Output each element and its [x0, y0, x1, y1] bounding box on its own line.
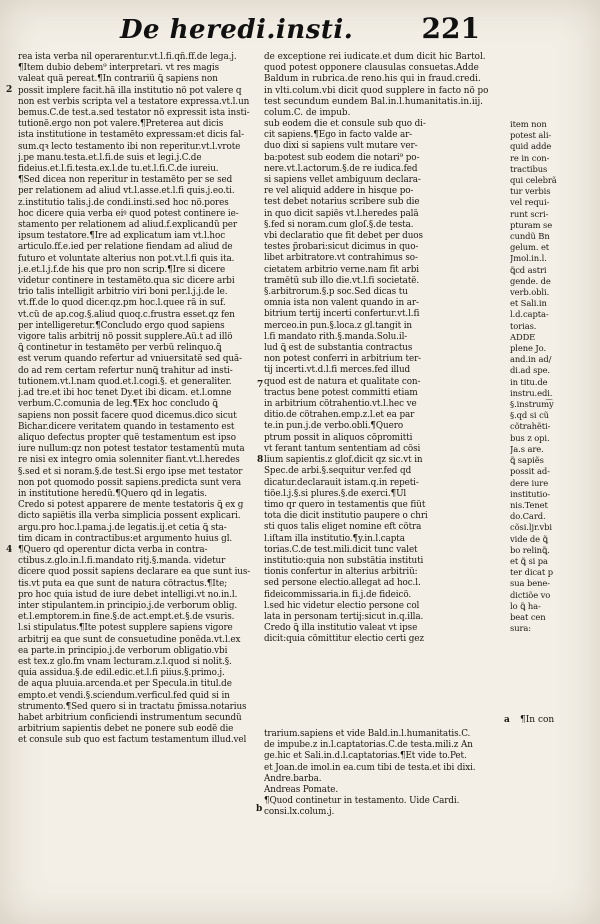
- page-header: [120, 12, 480, 52]
- text-line: re nisi ex integro omia solenniter fiant.vt.l.heredes: [18, 455, 240, 466]
- text-line: cit sapiens.¶Ego in facto valde ar-: [264, 130, 413, 141]
- gloss-line: cõsi.ljr.vbi: [510, 522, 552, 533]
- margin-number-7: 7: [257, 380, 264, 390]
- text-line: Bichar.dicere veritatem quando in testamento est: [18, 421, 235, 432]
- text-line: in quo dicit sapiẽs vt.l.heredes palã: [264, 208, 419, 219]
- text-line: sti quos talis eliget nomine eft cõtra: [264, 522, 422, 533]
- text-line: argu.pro hoc.l.pama.j.de legatis.ij.et cetia ꝗ̃ sta-: [18, 522, 227, 533]
- text-line: lium sapientis.z glof.dicit q͡z sic.vt in: [264, 455, 423, 466]
- text-line: per relationem ad aliud vt.l.asse.et.l.fi quis.j.eo.ti.: [18, 186, 235, 197]
- gloss-line: et Sali.in: [510, 298, 547, 309]
- text-line: l.iſtam illa institutio.¶y.in.l.capta: [264, 533, 405, 544]
- text-line: sed persone electio.allegat ad hoc.l.: [264, 578, 421, 589]
- gloss-line: runt scri-: [510, 208, 549, 219]
- gloss-line: cundũ Bn: [510, 231, 550, 242]
- text-line: de impube.z in.l.captatorias.C.de testa.mili.z An: [264, 740, 473, 751]
- text-line: non potest conferri in arbitrium ter-: [264, 354, 422, 365]
- text-line: bemus.C.de test.a.sed testator nõ expressit ista insti-: [18, 108, 250, 119]
- text-line: trarium.sapiens et vide Bald.in.l.humanitatis.C.: [264, 729, 471, 739]
- text-line: stamento per relationem ad aliud.f.explicandũ per: [18, 220, 237, 231]
- text-line: videtur continere in testamẽto.qua sic dicere arbi: [18, 276, 235, 287]
- text-line: habet arbitrium conficiendi instrumentum secundũ: [18, 712, 242, 723]
- text-line: omnia ista non valent quando in ar-: [264, 298, 419, 309]
- gloss-line: qui celebrã: [510, 175, 557, 186]
- text-line: Credo si potest apparere de mente testatoris ꝗ̃ ex g: [18, 500, 244, 511]
- gloss-line: dere iure: [510, 477, 549, 488]
- text-line: rea ista verba nil operarentur.vt.l.fi.qñ.ff.de lega.j.: [18, 52, 237, 62]
- gloss-line: item non: [510, 119, 547, 129]
- margin-number-2: 2: [6, 85, 13, 95]
- text-line: non pot quomodo possit sapiens.predicta sunt vera: [18, 477, 242, 488]
- gloss-line: ADDE: [510, 331, 536, 342]
- text-line: arbitrium sapientis debet ne ponere sub eodẽ die: [18, 724, 234, 735]
- text-line: l.si stipulatus.¶Ite potest supplere sapiens vigore: [18, 623, 233, 634]
- text-line: testes p̃robari:sicut dicimus in quo-: [264, 242, 419, 253]
- left-text-column: [18, 52, 256, 747]
- text-line: per intelligeretur.¶Concludo ergo quod sapiens: [18, 320, 225, 331]
- text-line: ¶Item dubio debem⁹ interpretari. vt res magis: [18, 63, 220, 74]
- text-line: libet arbitratore.vt contrahimus so-: [264, 253, 418, 264]
- text-line: duo dixi si sapiens vult mutare ver-: [264, 141, 418, 152]
- text-line: dicatur.declarauit istam.q.in repeti-: [264, 477, 419, 488]
- gloss-line: bus z opi.: [510, 432, 550, 443]
- text-line: colum.C. de impub.: [264, 108, 351, 119]
- text-line: tota die dicit institutio paupere o chri: [264, 511, 428, 522]
- text-line: j.ad tre.et ibi hoc tenet Dy.et ibi dicam. et.l.omne: [18, 388, 232, 399]
- text-line: Spec.de arbi.§.sequitur ver.fed qd: [264, 466, 412, 477]
- text-line: j.pe manu.testa.et.l.fi.de suis et legi.j.C.de: [18, 152, 202, 163]
- text-line: sapiens non possit facere quod dicemus.dico sicut: [18, 410, 237, 421]
- text-line: hoc dicere quia verba eiꝰ quod potest continere ie-: [18, 208, 239, 219]
- gloss-line: lo ꝗ̃ ha-: [510, 600, 541, 611]
- text-line: in vlti.colum.vbi dicit quod supplere in facto nõ po: [264, 85, 489, 96]
- text-line: quod est de natura et qualitate con-: [264, 376, 421, 387]
- text-line: sum.qꝛ lecto testamento ibi non reperitur.vt.l.vrote: [18, 141, 241, 152]
- gloss-line: gende. de: [510, 275, 551, 286]
- text-line: tractus bene potest committi etiam: [264, 387, 418, 398]
- text-line: bitrium tertij incerti confertur.vt.l.fi: [264, 309, 420, 320]
- text-line: Credo ꝗ̃ illa institutio valeat vt ipse: [264, 623, 418, 634]
- text-line: tramẽtũ sub illo die.vt.l.fi societatẽ.: [264, 275, 420, 286]
- gloss-column: [510, 119, 592, 634]
- text-line: vt ferant tantum sententiam ad cõsi: [264, 443, 421, 454]
- gloss-line: do.Card.: [510, 511, 546, 522]
- text-line: in institutione heredũ.¶Quero q͡d in legatis.: [18, 488, 207, 499]
- text-line: verbum.C.comunia de leg.¶Ex hoc concludo ꝗ̃: [18, 399, 218, 410]
- gloss-line: re in con-: [510, 152, 550, 163]
- text-line: possit implere facit.hã illa institutio nõ pot valere q: [18, 85, 242, 96]
- text-line: consi.lx.colum.j.: [264, 807, 335, 818]
- gloss-line: bo relinꝗ̃.: [510, 544, 550, 555]
- text-line: te.in pun.j.de verbo.obli.¶Quero: [264, 421, 404, 432]
- margin-letter-a: a: [504, 715, 510, 725]
- gloss-in-con: ¶In con: [520, 715, 555, 725]
- text-line: ditio.de cõtrahen.emp.z.l.et ea par: [264, 410, 415, 421]
- gloss-line: Jmol.in.l.: [510, 253, 547, 264]
- text-line: tis.vt puta ea que sunt de natura cõtractus.¶Ite;: [18, 578, 228, 589]
- gloss-line: torias.: [510, 320, 537, 331]
- text-line: torias.C.de test.mili.dicit tunc valet: [264, 544, 418, 555]
- page-number: 221: [421, 12, 480, 45]
- text-line: ꝗ̃ continetur in testamẽto per verbũ relinquo.ꝗ̃: [18, 343, 222, 354]
- text-line: fideicommissaria.in fi.j.de fideicõ.: [264, 589, 412, 600]
- text-line: trio talis intelligit arbitrio viri boni per.l.j.j.de le.: [18, 287, 228, 298]
- text-line: re vel aliquid addere in hisque po-: [264, 186, 414, 197]
- text-line: tiõe.l.j.§.si plures.§.de exerci.¶Ul: [264, 488, 407, 499]
- text-line: ctibus.z.glo.in.l.fi.mandato ritj.§.manda. videtur: [18, 556, 226, 567]
- gloss-line: in titu.de: [510, 376, 548, 387]
- text-line: lud ꝗ̃ est de substantia contractus: [264, 343, 413, 354]
- gloss-line: and.in ad/: [510, 354, 552, 365]
- text-line: est verum quando refertur ad vniuersitatẽ sed quã-: [18, 354, 242, 365]
- gloss-line: §.instrum͡y: [510, 399, 554, 410]
- margin-number-8: 8: [257, 455, 264, 465]
- text-line: vbi declaratio que fit debet per duos: [264, 231, 423, 242]
- text-line: Andreas Pomate.: [264, 785, 339, 796]
- gloss-line: §.qd si cũ: [510, 410, 549, 421]
- text-line: sub eodem die et consule sub quo di-: [264, 119, 426, 129]
- gloss-line: ꝗ̃ sapiẽs: [510, 455, 544, 466]
- gloss-line: l.d.capta-: [510, 309, 549, 320]
- text-line: strumento.¶Sed quero si in tractatu p̃missa.notarius: [18, 701, 247, 712]
- text-line: dicere quod possit sapiens declarare ea que sunt ius-: [18, 567, 251, 578]
- text-line: institutio:quia non substãtia instituti: [264, 555, 424, 566]
- text-line: vigore talis arbitrij nõ possit supplere.Aũ.t ad illõ: [18, 332, 233, 343]
- text-line: z.institutio talis.j.de condi.insti.sed hoc nõ.pores: [18, 197, 229, 208]
- text-line: arbitrij ea que sunt de consuetudine ponẽda.vt.l.ex: [18, 634, 241, 645]
- text-line: et consule sub quo est factum testamentum illud.vel: [18, 735, 247, 746]
- text-line: l.fi mandato rith.§.manda.Solu.il-: [264, 331, 408, 342]
- text-line: Baldum in rubrica.de reno.his qui in fraud.credi.: [264, 74, 481, 85]
- text-line: ge.hic et Sali.in.d.l.captatorias.¶Et vide to.Pet.: [264, 751, 467, 762]
- gloss-line: potest ali-: [510, 130, 552, 141]
- text-line: tionis confertur in alterius arbitriũ:: [264, 567, 418, 578]
- text-line: cietatem arbitrio verne.nam fit arbi: [264, 264, 419, 275]
- gloss-line: tractibus: [510, 163, 548, 174]
- text-line: futuro et voluntate alterius non pot.vt.l.fi quis ita.: [18, 253, 235, 264]
- text-line: iure nullum:q͡z non potest testator testamentũ muta: [18, 444, 245, 455]
- text-line: quod potest opponere clausulas consuetas.Adde: [264, 63, 479, 74]
- text-line: j.e.et.l.j.f.de his que pro non scrip.¶Ire si dicere: [18, 264, 226, 275]
- gloss-line: possit ad-: [510, 466, 550, 477]
- text-line: de exceptione rei iudicate.et dum dicit hic Bartol.: [264, 52, 486, 62]
- gloss-line: di.ad spe.: [510, 365, 550, 376]
- text-line: in arbitrium cõtrahentio.vt.l.hec ve: [264, 399, 417, 410]
- text-line: ¶Quero q͡d operentur dicta verba in contra-: [18, 544, 208, 555]
- gloss-line: ter dicat p: [510, 567, 553, 578]
- text-line: non est verbis scripta vel a testatore expressa.vt.l.un: [18, 96, 250, 107]
- text-line: pro hoc quia istud de iure debet intelligi.vt no.in.l.: [18, 589, 238, 600]
- text-line: ista institutione in testamẽto expressam:et dicis fal-: [18, 130, 244, 141]
- gloss-line: dictiõe vo: [510, 589, 551, 600]
- text-line: empto.et vendi.§.sciendum.verficul.fed quid si in: [18, 690, 230, 701]
- text-line: tutionẽ.ergo non pot valere.¶Preterea aut dicis: [18, 119, 224, 130]
- bottom-middle-text: [264, 729, 594, 819]
- gloss-line: beat cen: [510, 611, 546, 622]
- text-line: articulo.ff.e.ied per relatione fiendam ad aliud de: [18, 242, 233, 253]
- text-line: timo q͡r quero in testamentis que fiũt: [264, 499, 426, 510]
- text-line: ipsum testatore.¶Ire ad explicatum iam vt.l.hoc: [18, 231, 226, 242]
- text-line: aliquo defectus propter quẽ testamentum est ipso: [18, 432, 236, 443]
- text-line: nere.vt.l.actorum.§.de re iudica.fed: [264, 163, 418, 174]
- gloss-line: tur verbis: [510, 186, 551, 197]
- text-line: vt.cũ de ap.cog.§.aliud quoq.c.frustra esset.q͡z fen: [18, 309, 235, 320]
- text-line: ea parte.in principio.j.de verborum obligatio.vbi: [18, 645, 228, 656]
- text-line: do ad rem certam refertur nunꝗ̃ trahitur ad insti-: [18, 365, 233, 376]
- gloss-line: verb.obli.: [510, 287, 550, 298]
- margin-number-4: 4: [6, 545, 13, 555]
- text-line: de aqua pluuia.arcenda.et per Specula.in titul.de: [18, 679, 232, 690]
- middle-top-text: [264, 52, 506, 119]
- text-line: ba:potest sub eodem die notari⁹ po-: [264, 152, 420, 163]
- text-line: lata in personam tertij:sicut in.q.illa.: [264, 611, 424, 622]
- text-line: l.sed hic videtur electio persone col: [264, 600, 420, 611]
- middle-text-column: [264, 119, 506, 646]
- gloss-line: pturam se: [510, 219, 553, 230]
- text-line: vt.ff.de lo quod dicer.q͡z.pm hoc.l.quee rã in suf.: [18, 298, 226, 309]
- text-line: dicit:quia cõmittitur electio certi ge͡z: [264, 634, 424, 645]
- text-line: valeat quã pereat.¶In contrariũ ꝗ̃ sapiens non: [18, 74, 218, 85]
- text-line: et Joan.de imol.in ea.cum tibi de testa.et ibi dixi.: [264, 762, 476, 773]
- text-line: dicto sapiẽtis illa verba simplicia possent explicari.: [18, 511, 241, 522]
- margin-letter-b: b: [256, 804, 263, 814]
- gloss-line: vel requi-: [510, 197, 550, 208]
- text-line: p͡trum possit in aliquos cõpromitti: [264, 432, 413, 443]
- gloss-line: quid adde: [510, 141, 552, 152]
- text-line: test secundum eundem Bal.in.l.humanitatis.in.iij.: [264, 96, 483, 107]
- text-line: et.l.emptorem.in fine.§.de act.empt.et.§.de vsuris.: [18, 612, 235, 623]
- gloss-line: instru.edi.: [510, 387, 553, 398]
- text-line: quia assidua.§.de edil.edic.et.l.fi piius.§.primo.j.: [18, 668, 225, 679]
- text-line: tij incerti.vt.d.l.fi merces.fed illud: [264, 365, 411, 376]
- gloss-line: sura:: [510, 623, 532, 634]
- text-line: test debet notarius scribere sub die: [264, 197, 420, 208]
- text-line: si sapiens vellet ambiguum declara-: [264, 175, 421, 186]
- text-line: merceo.in pun.§.loca.z gl.tangit in: [264, 320, 413, 331]
- text-line: §.fed si noram.cum gloſ.§.de testa.: [264, 219, 414, 230]
- gloss-line: ꝗ̃cd astri: [510, 264, 547, 275]
- gloss-line: et ꝗ̃ si pa: [510, 555, 548, 566]
- gloss-line: nis.Tenet: [510, 499, 548, 510]
- text-line: §.sed et si noram.§.de test.Si ergo ipse met testator: [18, 466, 243, 477]
- gloss-line: gelum. et: [510, 242, 550, 253]
- text-line: §.arbitrorum.§.p soc.Sed dicas tu: [264, 287, 408, 298]
- text-line: est tex.z glo.fm vnam lecturam.z.l.quod si nolit.§.: [18, 656, 232, 667]
- text-line: Andre.barba.: [264, 773, 322, 784]
- text-line: tutionem.vt.l.nam quod.et.l.cogi.§. et generaliter.: [18, 376, 232, 387]
- gloss-line: vide de ꝗ̃: [510, 533, 548, 544]
- text-line: tim dicam in contractibus:et argumento huius gl.: [18, 533, 233, 544]
- gloss-line: Ja.s are.: [510, 443, 544, 454]
- gloss-line: sua bene-: [510, 578, 550, 589]
- gloss-line: institutio-: [510, 488, 550, 499]
- gloss-line: plene Jo.: [510, 343, 547, 354]
- text-line: ¶Sed dicea non reperitur in testamẽto per se sed: [18, 175, 233, 186]
- text-line: fideius.et.l.fi.testa.ex.l.de tu.et.l.fi.C.de iureiu.: [18, 164, 219, 175]
- text-line: ¶Quod continetur in testamento. Uide Cardi.: [264, 796, 460, 807]
- running-title: De heredi.insti.: [120, 15, 354, 45]
- gloss-line: cõtrahẽti-: [510, 421, 551, 432]
- text-line: inter stipulantem.in principio.j.de verborum oblig.: [18, 600, 238, 611]
